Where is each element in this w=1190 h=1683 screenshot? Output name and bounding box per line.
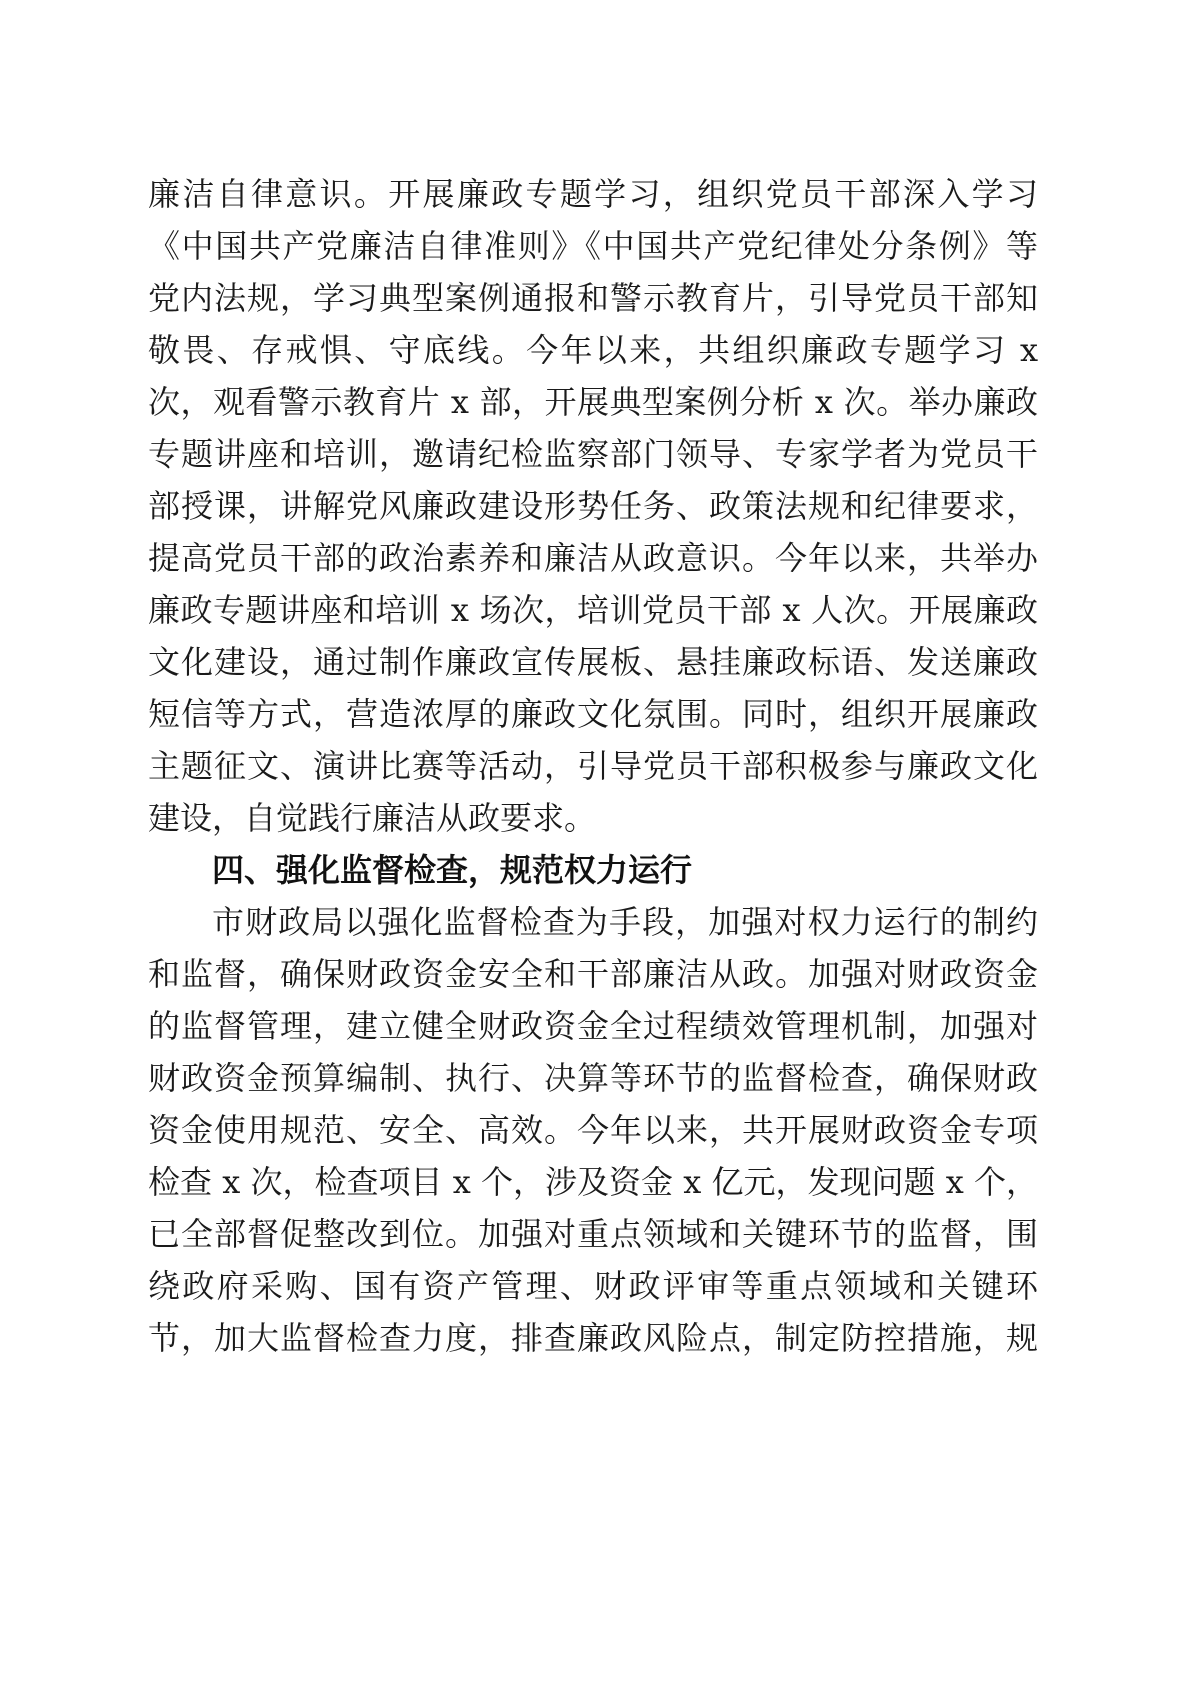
paragraph-line: 廉洁自律意识。开展廉政专题学习，组织党员干部深入学习 [148,175,1038,213]
section-heading: 四、强化监督检查，规范权力运行 [212,851,693,889]
paragraph-line: 主题征文、演讲比赛等活动，引导党员干部积极参与廉政文化 [148,747,1038,785]
paragraph-line: 次，观看警示教育片 x 部，开展典型案例分析 x 次。举办廉政 [148,383,1038,421]
paragraph-line: 文化建设，通过制作廉政宣传展板、悬挂廉政标语、发送廉政 [148,643,1038,681]
paragraph-line: 部授课，讲解党风廉政建设形势任务、政策法规和纪律要求， [148,487,1038,525]
paragraph-line: 提高党员干部的政治素养和廉洁从政意识。今年以来，共举办 [148,539,1038,577]
paragraph-line: 检查 x 次，检查项目 x 个，涉及资金 x 亿元，发现问题 x 个， [148,1163,1038,1201]
paragraph-line: 廉政专题讲座和培训 x 场次，培训党员干部 x 人次。开展廉政 [148,591,1038,629]
paragraph-line: 党内法规，学习典型案例通报和警示教育片，引导党员干部知 [148,279,1038,317]
paragraph-line: 短信等方式，营造浓厚的廉政文化氛围。同时，组织开展廉政 [148,695,1038,733]
paragraph-line: 绕政府采购、国有资产管理、财政评审等重点领域和关键环 [148,1267,1038,1305]
paragraph-line: 资金使用规范、安全、高效。今年以来，共开展财政资金专项 [148,1111,1038,1149]
paragraph-line: 节，加大监督检查力度，排查廉政风险点，制定防控措施，规 [148,1319,1038,1357]
paragraph-line: 敬畏、存戒惧、守底线。今年以来，共组织廉政专题学习 x [148,331,1038,369]
paragraph-line: 市财政局以强化监督检查为手段，加强对权力运行的制约 [212,903,1038,941]
paragraph-line: 和监督，确保财政资金安全和干部廉洁从政。加强对财政资金 [148,955,1038,993]
paragraph-line: 专题讲座和培训，邀请纪检监察部门领导、专家学者为党员干 [148,435,1038,473]
paragraph-line: 财政资金预算编制、执行、决算等环节的监督检查，确保财政 [148,1059,1038,1097]
paragraph-line: 《中国共产党廉洁自律准则》《中国共产党纪律处分条例》等 [148,227,1038,265]
paragraph-line: 的监督管理，建立健全财政资金全过程绩效管理机制，加强对 [148,1007,1038,1045]
paragraph-line: 建设，自觉践行廉洁从政要求。 [148,799,597,837]
paragraph-line: 已全部督促整改到位。加强对重点领域和关键环节的监督，围 [148,1215,1038,1253]
